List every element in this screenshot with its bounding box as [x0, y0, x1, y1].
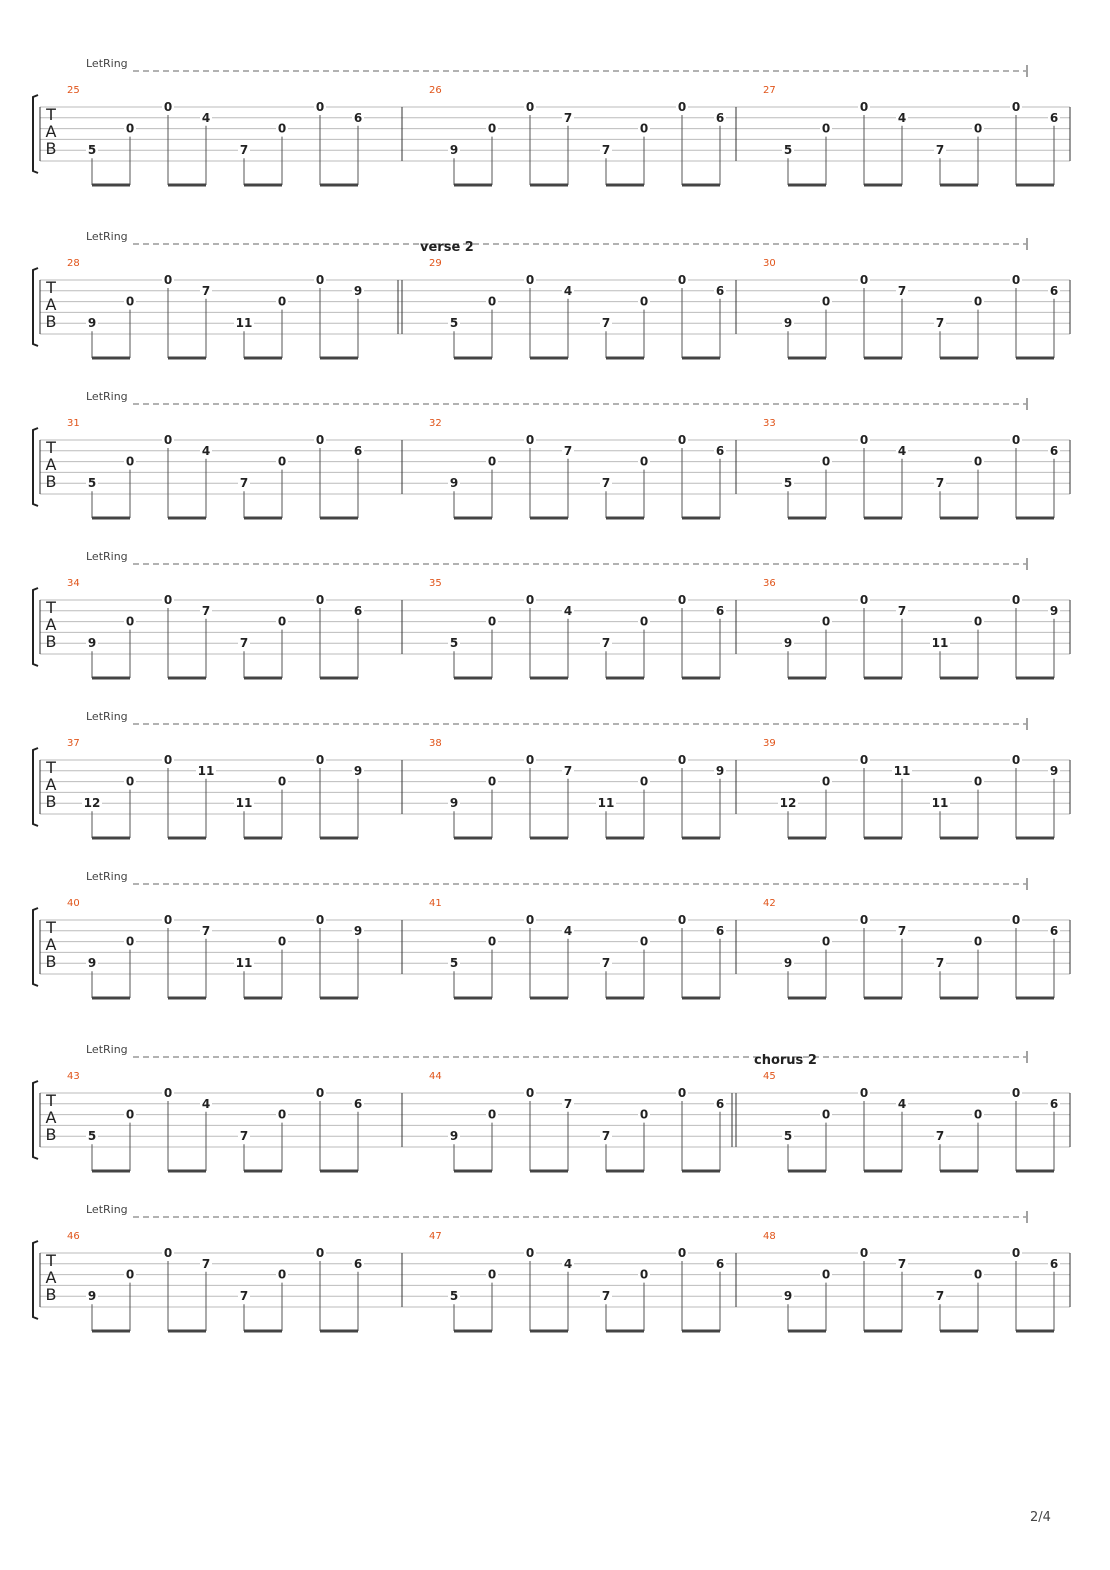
fret-number: 0 [1011, 1086, 1021, 1100]
measure-number: 37 [67, 738, 80, 749]
fret-number: 0 [859, 593, 869, 607]
fret-number: 0 [487, 614, 497, 629]
fret-number: 11 [235, 956, 253, 971]
tab-clef-letter: B [45, 472, 57, 491]
tab-clef-letter: B [45, 632, 57, 651]
tab-clef-letter: A [45, 935, 57, 954]
fret-number: 7 [935, 1129, 945, 1144]
fret-number: 0 [1011, 1246, 1021, 1260]
measure-number: 43 [67, 1071, 80, 1082]
fret-number: 0 [125, 774, 135, 789]
let-ring-label: LetRing [86, 390, 128, 403]
fret-number: 0 [973, 454, 983, 469]
fret-number: 0 [487, 1107, 497, 1122]
fret-number: 0 [315, 753, 325, 767]
fret-number: 0 [639, 1107, 649, 1122]
fret-number: 0 [821, 1267, 831, 1282]
fret-number: 0 [677, 913, 687, 927]
fret-number: 6 [1049, 923, 1059, 938]
tab-clef-letter: A [45, 455, 57, 474]
let-ring-label: LetRing [86, 710, 128, 723]
fret-number: 9 [353, 923, 363, 938]
fret-number: 0 [525, 1246, 535, 1260]
fret-number: 0 [315, 593, 325, 607]
fret-number: 0 [973, 614, 983, 629]
tab-clef-letter: B [45, 139, 57, 158]
measure-number: 39 [763, 738, 776, 749]
fret-number: 0 [163, 433, 173, 447]
measure-number: 32 [429, 418, 442, 429]
fret-number: 6 [353, 1096, 363, 1111]
measure-number: 38 [429, 738, 442, 749]
fret-number: 9 [353, 763, 363, 778]
fret-number: 6 [715, 110, 725, 125]
fret-number: 0 [315, 913, 325, 927]
measure-number: 26 [429, 85, 442, 96]
tab-clef-letter: T [46, 1251, 56, 1270]
fret-number: 0 [125, 1107, 135, 1122]
measure-number: 31 [67, 418, 80, 429]
fret-number: 0 [677, 753, 687, 767]
measure-number: 27 [763, 85, 776, 96]
fret-number: 6 [715, 1096, 725, 1111]
fret-number: 0 [525, 433, 535, 447]
fret-number: 0 [315, 100, 325, 114]
fret-number: 7 [601, 956, 611, 971]
fret-number: 11 [597, 796, 615, 811]
fret-number: 0 [125, 294, 135, 309]
measure-number: 46 [67, 1231, 80, 1242]
fret-number: 7 [601, 143, 611, 158]
fret-number: 0 [525, 593, 535, 607]
staff-bracket [33, 95, 38, 173]
fret-number: 11 [893, 763, 911, 778]
fret-number: 9 [715, 763, 725, 778]
tab-clef-letter: B [45, 792, 57, 811]
fret-number: 0 [525, 1086, 535, 1100]
fret-number: 9 [783, 1289, 793, 1304]
fret-number: 12 [779, 796, 797, 811]
fret-number: 6 [1049, 110, 1059, 125]
fret-number: 4 [563, 923, 573, 938]
fret-number: 5 [87, 476, 97, 491]
tab-clef-letter: T [46, 105, 56, 124]
fret-number: 11 [931, 636, 949, 651]
fret-number: 7 [897, 1256, 907, 1271]
fret-number: 0 [973, 1107, 983, 1122]
fret-number: 0 [639, 1267, 649, 1282]
tab-clef-letter: T [46, 758, 56, 777]
fret-number: 6 [1049, 1256, 1059, 1271]
staff-bracket [33, 428, 38, 506]
fret-number: 0 [859, 273, 869, 287]
fret-number: 7 [239, 1129, 249, 1144]
fret-number: 7 [897, 603, 907, 618]
measure-number: 30 [763, 258, 776, 269]
fret-number: 5 [449, 956, 459, 971]
tab-clef-letter: T [46, 1091, 56, 1110]
fret-number: 7 [935, 316, 945, 331]
measure-number: 34 [67, 578, 80, 589]
fret-number: 7 [897, 923, 907, 938]
fret-number: 4 [897, 443, 907, 458]
fret-number: 5 [783, 143, 793, 158]
fret-number: 9 [1049, 603, 1059, 618]
fret-number: 6 [715, 1256, 725, 1271]
fret-number: 4 [201, 1096, 211, 1111]
fret-number: 5 [783, 476, 793, 491]
fret-number: 0 [1011, 273, 1021, 287]
fret-number: 7 [239, 1289, 249, 1304]
fret-number: 7 [935, 476, 945, 491]
fret-number: 0 [163, 753, 173, 767]
fret-number: 6 [715, 283, 725, 298]
tab-clef-letter: A [45, 1108, 57, 1127]
tab-clef-letter: B [45, 952, 57, 971]
fret-number: 0 [973, 121, 983, 136]
fret-number: 9 [449, 796, 459, 811]
fret-number: 9 [87, 636, 97, 651]
fret-number: 0 [277, 614, 287, 629]
fret-number: 5 [449, 636, 459, 651]
fret-number: 4 [897, 110, 907, 125]
fret-number: 7 [239, 476, 249, 491]
fret-number: 0 [677, 1086, 687, 1100]
section-marker: chorus 2 [754, 1053, 817, 1068]
fret-number: 0 [125, 934, 135, 949]
fret-number: 0 [163, 100, 173, 114]
fret-number: 5 [87, 143, 97, 158]
fret-number: 9 [1049, 763, 1059, 778]
fret-number: 0 [1011, 593, 1021, 607]
fret-number: 5 [783, 1129, 793, 1144]
fret-number: 7 [563, 763, 573, 778]
fret-number: 0 [859, 100, 869, 114]
fret-number: 7 [563, 443, 573, 458]
fret-number: 0 [525, 913, 535, 927]
fret-number: 7 [201, 923, 211, 938]
fret-number: 0 [859, 913, 869, 927]
staff-bracket [33, 1241, 38, 1319]
fret-number: 0 [487, 454, 497, 469]
fret-number: 0 [277, 454, 287, 469]
fret-number: 0 [639, 934, 649, 949]
fret-number: 6 [353, 443, 363, 458]
fret-number: 6 [353, 603, 363, 618]
tab-clef-letter: B [45, 312, 57, 331]
fret-number: 9 [783, 636, 793, 651]
tab-clef-letter: B [45, 1125, 57, 1144]
let-ring-label: LetRing [86, 870, 128, 883]
fret-number: 0 [487, 294, 497, 309]
fret-number: 0 [859, 433, 869, 447]
fret-number: 7 [563, 1096, 573, 1111]
fret-number: 0 [821, 121, 831, 136]
fret-number: 4 [563, 1256, 573, 1271]
section-marker: verse 2 [420, 240, 474, 255]
fret-number: 7 [897, 283, 907, 298]
fret-number: 0 [125, 1267, 135, 1282]
fret-number: 0 [639, 294, 649, 309]
tab-clef-letter: A [45, 615, 57, 634]
measure-number: 41 [429, 898, 442, 909]
fret-number: 7 [201, 603, 211, 618]
fret-number: 4 [563, 603, 573, 618]
fret-number: 9 [783, 316, 793, 331]
fret-number: 0 [277, 294, 287, 309]
fret-number: 0 [677, 100, 687, 114]
tab-clef-letter: A [45, 122, 57, 141]
measure-number: 25 [67, 85, 80, 96]
fret-number: 0 [677, 593, 687, 607]
fret-number: 0 [277, 121, 287, 136]
fret-number: 4 [897, 1096, 907, 1111]
fret-number: 0 [315, 1086, 325, 1100]
fret-number: 7 [201, 283, 211, 298]
fret-number: 0 [859, 1246, 869, 1260]
fret-number: 0 [1011, 433, 1021, 447]
fret-number: 0 [277, 774, 287, 789]
fret-number: 9 [87, 956, 97, 971]
fret-number: 11 [235, 316, 253, 331]
fret-number: 7 [601, 316, 611, 331]
fret-number: 9 [449, 143, 459, 158]
fret-number: 0 [1011, 753, 1021, 767]
let-ring-label: LetRing [86, 57, 128, 70]
fret-number: 0 [973, 774, 983, 789]
fret-number: 7 [935, 1289, 945, 1304]
measure-number: 44 [429, 1071, 442, 1082]
fret-number: 0 [487, 121, 497, 136]
let-ring-label: LetRing [86, 1203, 128, 1216]
fret-number: 9 [87, 1289, 97, 1304]
staff-bracket [33, 748, 38, 826]
tab-clef-letter: T [46, 598, 56, 617]
fret-number: 0 [163, 273, 173, 287]
fret-number: 0 [525, 273, 535, 287]
tab-clef-letter: T [46, 278, 56, 297]
measure-number: 33 [763, 418, 776, 429]
measure-number: 36 [763, 578, 776, 589]
fret-number: 7 [601, 1289, 611, 1304]
measure-number: 40 [67, 898, 80, 909]
fret-number: 0 [525, 753, 535, 767]
fret-number: 0 [821, 294, 831, 309]
fret-number: 6 [353, 110, 363, 125]
fret-number: 0 [525, 100, 535, 114]
fret-number: 0 [639, 121, 649, 136]
fret-number: 4 [563, 283, 573, 298]
tab-clef-letter: B [45, 1285, 57, 1304]
fret-number: 0 [315, 273, 325, 287]
fret-number: 0 [487, 934, 497, 949]
tab-clef-letter: T [46, 918, 56, 937]
fret-number: 0 [821, 934, 831, 949]
measure-number: 28 [67, 258, 80, 269]
fret-number: 5 [449, 1289, 459, 1304]
fret-number: 0 [859, 1086, 869, 1100]
fret-number: 0 [163, 593, 173, 607]
fret-number: 0 [277, 1267, 287, 1282]
fret-number: 6 [1049, 283, 1059, 298]
fret-number: 7 [239, 636, 249, 651]
fret-number: 0 [277, 934, 287, 949]
fret-number: 0 [639, 614, 649, 629]
fret-number: 0 [487, 774, 497, 789]
fret-number: 0 [677, 433, 687, 447]
fret-number: 0 [639, 454, 649, 469]
fret-number: 0 [973, 294, 983, 309]
fret-number: 0 [125, 614, 135, 629]
fret-number: 7 [563, 110, 573, 125]
staff-bracket [33, 1081, 38, 1159]
fret-number: 0 [973, 934, 983, 949]
staff-bracket [33, 908, 38, 986]
fret-number: 6 [715, 603, 725, 618]
let-ring-label: LetRing [86, 230, 128, 243]
tab-clef-letter: A [45, 775, 57, 794]
fret-number: 7 [935, 143, 945, 158]
fret-number: 0 [125, 121, 135, 136]
tab-clef-letter: A [45, 1268, 57, 1287]
fret-number: 0 [821, 454, 831, 469]
fret-number: 0 [487, 1267, 497, 1282]
fret-number: 0 [821, 614, 831, 629]
fret-number: 7 [601, 1129, 611, 1144]
fret-number: 0 [639, 774, 649, 789]
fret-number: 9 [449, 1129, 459, 1144]
fret-number: 0 [859, 753, 869, 767]
fret-number: 0 [315, 433, 325, 447]
fret-number: 0 [677, 273, 687, 287]
measure-number: 35 [429, 578, 442, 589]
fret-number: 11 [235, 796, 253, 811]
fret-number: 5 [449, 316, 459, 331]
fret-number: 9 [449, 476, 459, 491]
fret-number: 0 [821, 1107, 831, 1122]
fret-number: 9 [783, 956, 793, 971]
fret-number: 0 [315, 1246, 325, 1260]
let-ring-label: LetRing [86, 1043, 128, 1056]
fret-number: 0 [1011, 913, 1021, 927]
fret-number: 0 [1011, 100, 1021, 114]
fret-number: 7 [935, 956, 945, 971]
fret-number: 7 [201, 1256, 211, 1271]
fret-number: 7 [601, 636, 611, 651]
fret-number: 0 [277, 1107, 287, 1122]
fret-number: 6 [1049, 443, 1059, 458]
fret-number: 0 [973, 1267, 983, 1282]
fret-number: 9 [353, 283, 363, 298]
fret-number: 5 [87, 1129, 97, 1144]
fret-number: 6 [353, 1256, 363, 1271]
fret-number: 11 [931, 796, 949, 811]
fret-number: 11 [197, 763, 215, 778]
page-number: 2/4 [1030, 1510, 1051, 1525]
fret-number: 6 [715, 443, 725, 458]
measure-number: 48 [763, 1231, 776, 1242]
fret-number: 6 [1049, 1096, 1059, 1111]
staff-bracket [33, 588, 38, 666]
fret-number: 7 [601, 476, 611, 491]
measure-number: 47 [429, 1231, 442, 1242]
fret-number: 0 [163, 1246, 173, 1260]
fret-number: 9 [87, 316, 97, 331]
staff-bracket [33, 268, 38, 346]
fret-number: 0 [163, 913, 173, 927]
measure-number: 45 [763, 1071, 776, 1082]
fret-number: 4 [201, 110, 211, 125]
tab-clef-letter: T [46, 438, 56, 457]
fret-number: 7 [239, 143, 249, 158]
tab-clef-letter: A [45, 295, 57, 314]
let-ring-label: LetRing [86, 550, 128, 563]
fret-number: 0 [125, 454, 135, 469]
measure-number: 42 [763, 898, 776, 909]
measure-number: 29 [429, 258, 442, 269]
fret-number: 0 [821, 774, 831, 789]
fret-number: 0 [677, 1246, 687, 1260]
fret-number: 4 [201, 443, 211, 458]
fret-number: 6 [715, 923, 725, 938]
fret-number: 0 [163, 1086, 173, 1100]
fret-number: 12 [83, 796, 101, 811]
